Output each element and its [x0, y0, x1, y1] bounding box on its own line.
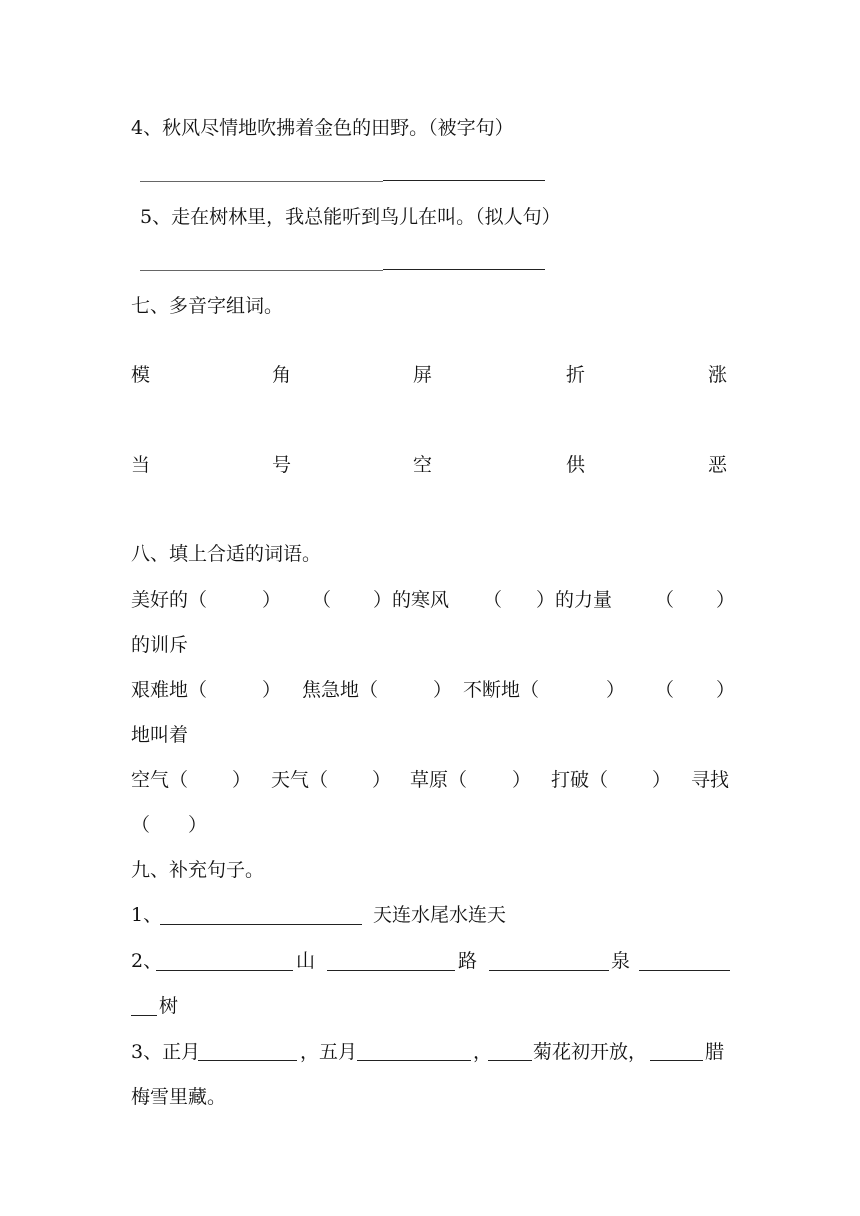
fill-blank: [650, 1060, 703, 1061]
fill-blank: [160, 924, 362, 925]
sentence-3-text: 3、正月: [131, 1041, 201, 1063]
sentence-3-text: 梅雪里藏。: [131, 1086, 227, 1108]
sentence-2-number: 2、: [131, 950, 163, 972]
sentence-1-number: 1、: [131, 904, 163, 926]
fill-blank: [198, 1060, 297, 1061]
answer-line-5a: [140, 270, 383, 271]
phrase-text: 寻找: [691, 769, 730, 791]
phrase-text: 的训斥: [131, 634, 189, 656]
section-8-title: 八、填上合适的词语。: [131, 543, 322, 565]
fill-blank: [131, 1015, 157, 1016]
fill-blank: [357, 1060, 471, 1061]
paren-close: ）: [372, 769, 392, 791]
answer-line-5b: [383, 269, 545, 270]
question-5: 5、走在树林里，我总能听到鸟儿在叫。（拟人句）: [140, 206, 561, 228]
answer-line-4b: [383, 180, 545, 181]
polyphone-char: 恶: [708, 454, 728, 476]
fill-blank: [489, 970, 609, 971]
paren-close: ）: [262, 589, 282, 611]
phrase-text: 不断地（: [463, 679, 540, 701]
polyphone-char: 屏: [413, 364, 433, 386]
paren-close: ）: [716, 679, 736, 701]
polyphone-char: 当: [131, 454, 151, 476]
paren-open: （: [312, 589, 332, 611]
polyphone-char: 涨: [708, 364, 728, 386]
phrase-text: 美好的（: [131, 589, 208, 611]
paren-close: ）: [512, 769, 532, 791]
sentence-3-text: ，: [473, 1041, 493, 1063]
question-4: 4、秋风尽情地吹拂着金色的田野。（被字句）: [131, 117, 514, 139]
paren-close: ）: [716, 589, 736, 611]
paren-close: ）: [232, 769, 252, 791]
sentence-2-word: 泉: [611, 950, 631, 972]
paren-open: （: [655, 589, 675, 611]
sentence-2-word: 路: [458, 950, 478, 972]
sentence-3-text: 菊花初开放，: [533, 1041, 648, 1063]
fill-blank: [327, 970, 455, 971]
sentence-2-word: 树: [159, 995, 179, 1017]
phrase-text: ）的力量: [536, 589, 613, 611]
phrase-text: （ ）: [131, 814, 208, 836]
answer-line-4a: [140, 181, 383, 182]
sentence-3-text: 腊: [705, 1041, 725, 1063]
phrase-text: 地叫着: [131, 724, 189, 746]
fill-blank: [639, 970, 730, 971]
polyphone-char: 号: [272, 454, 292, 476]
phrase-text: 天气（: [271, 769, 329, 791]
paren-close: ）: [606, 679, 626, 701]
polyphone-char: 空: [413, 454, 433, 476]
phrase-text: 焦急地（: [302, 679, 379, 701]
polyphone-char: 模: [131, 364, 151, 386]
section-9-title: 九、补充句子。: [131, 859, 265, 881]
polyphone-char: 角: [272, 364, 292, 386]
phrase-text: 艰难地（: [131, 679, 208, 701]
polyphone-char: 折: [566, 364, 586, 386]
section-7-title: 七、多音字组词。: [131, 295, 284, 317]
phrase-text: 空气（: [131, 769, 189, 791]
paren-close: ）: [652, 769, 672, 791]
phrase-text: 草原（: [410, 769, 468, 791]
paren-close: ）: [262, 679, 282, 701]
phrase-text: 打破（: [551, 769, 609, 791]
fill-blank: [488, 1060, 532, 1061]
sentence-2-word: 山: [296, 950, 316, 972]
polyphone-char: 供: [566, 454, 586, 476]
fill-blank: [156, 970, 293, 971]
sentence-1-text: 天连水尾水连天: [373, 904, 507, 926]
paren-close: ）: [433, 679, 453, 701]
phrase-text: ）的寒风: [373, 589, 450, 611]
paren-open: （: [655, 679, 675, 701]
sentence-3-text: ，五月: [300, 1041, 358, 1063]
paren-open: （: [483, 589, 503, 611]
